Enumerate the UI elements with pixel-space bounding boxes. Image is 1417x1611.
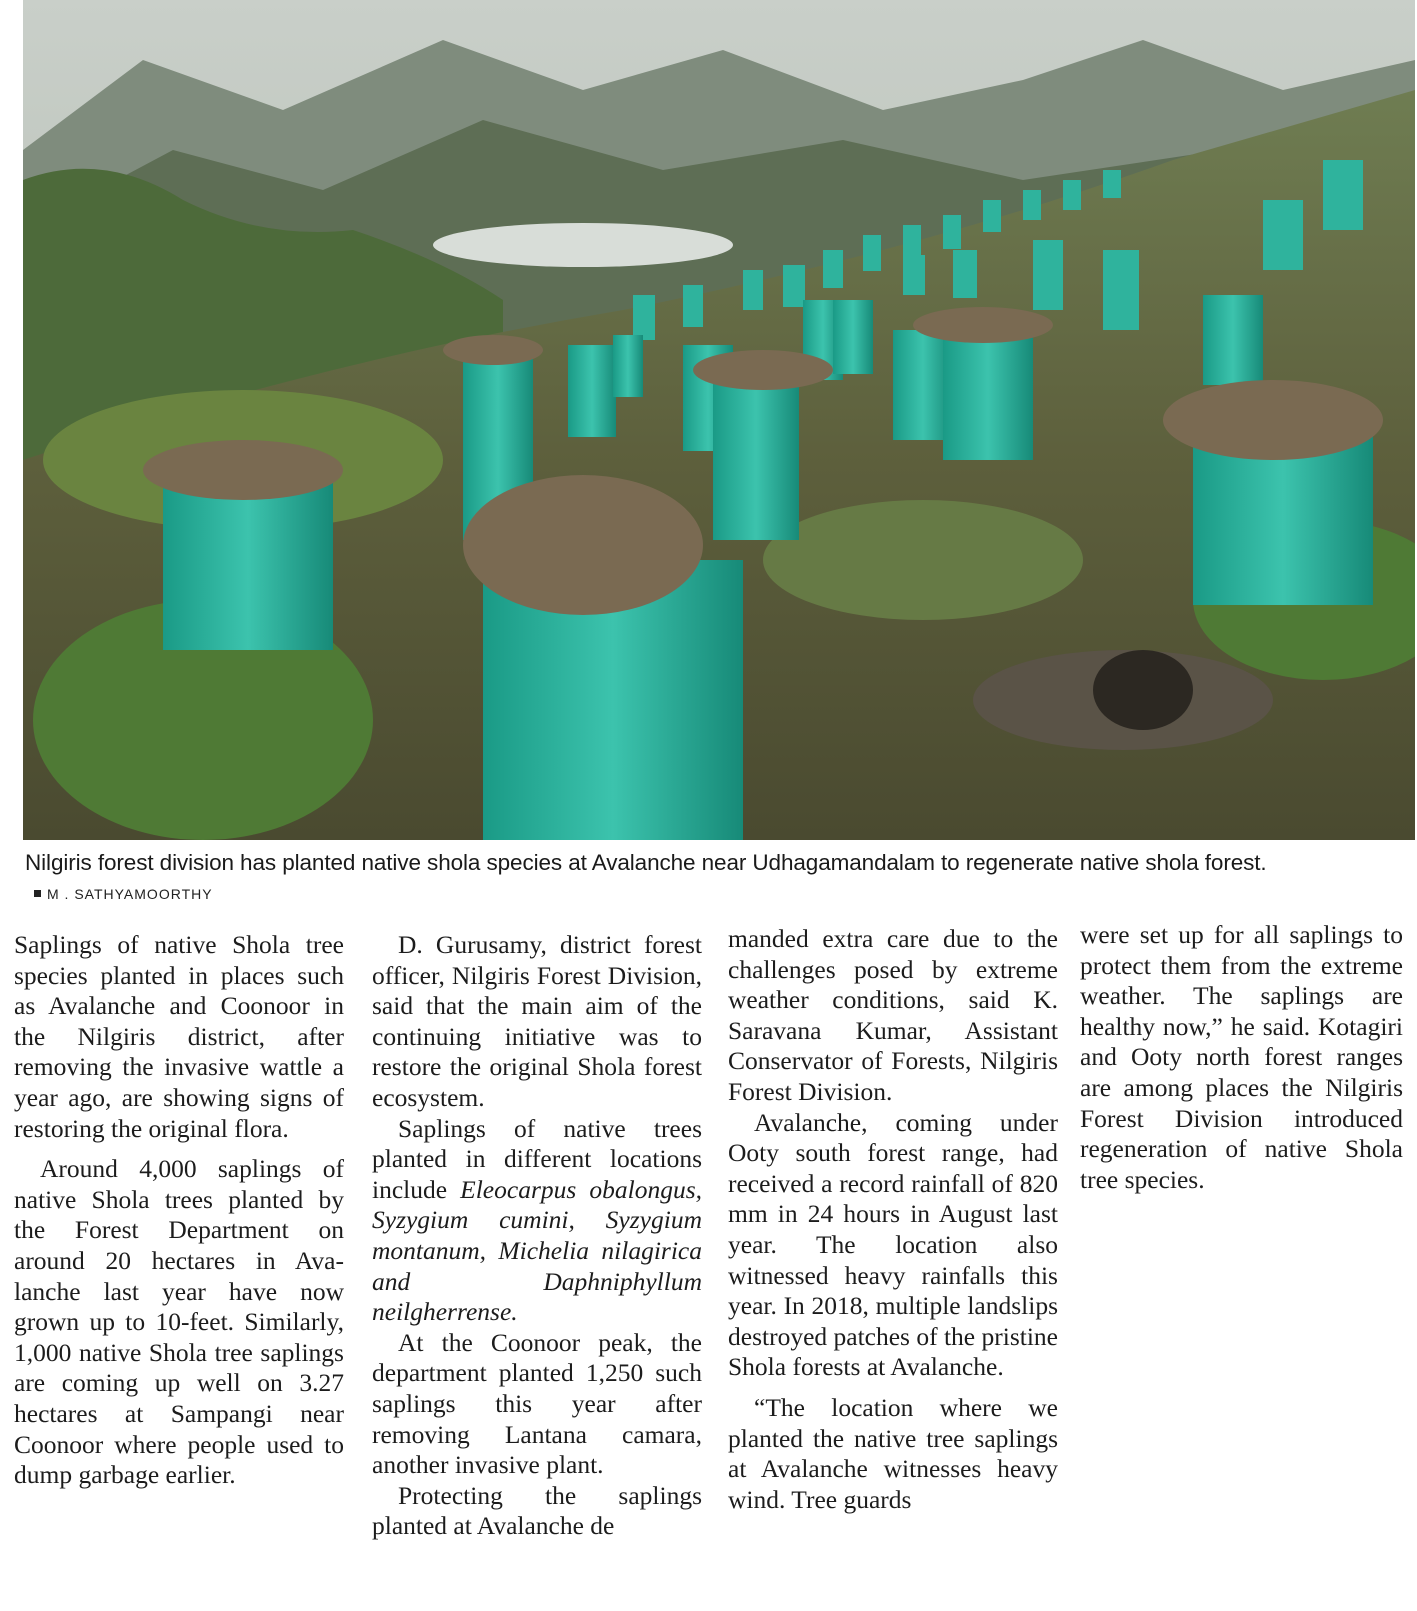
paragraph-lead: Saplings of native trees planted in different locations include: [372, 1113, 702, 1204]
forest-saplings-photo: [23, 0, 1415, 840]
photo-credit-text: M . SATHYAMOORTHY: [47, 886, 213, 902]
paragraph: were set up for all saplings to protect them from the extreme weather. The saplings are healthy now,” he said. Kotagiri and Ooty north forest ranges are among places the Nilgiris Forest Division introduced regeneration of native Shola tree species.: [1080, 920, 1403, 1194]
article-column-1: [14, 930, 344, 1491]
paragraph: manded extra care due to the challenges posed by extreme weather conditions, said K. Saravana Kumar, Assistant Conservator of Forests, Nilgiris Forest Division.: [728, 924, 1058, 1106]
bullet-icon: [34, 890, 41, 897]
photo-caption: Nilgiris forest division has planted native shola species at Avalanche near Udhagamandalam to regenerate native shola forest.: [25, 850, 1267, 875]
article-photo: [23, 0, 1415, 840]
paragraph: [372, 1114, 702, 1328]
paragraph: Protecting the saplings planted at Avalanche de: [372, 1480, 702, 1541]
article-column-4: [1080, 920, 1403, 1195]
paragraph: Saplings of native Shola tree species planted in places such as Avalanche and Coonoor in the Nilgiris district, after removing the invasive wattle a year ago, are showing signs of restoring the original flora.: [14, 930, 344, 1143]
article-column-3: [728, 924, 1058, 1515]
paragraph: D. Gurusamy, district forest officer, Nilgiris Forest Division, said that the main aim of the continuing initiative was to restore the original Shola forest ecosystem.: [372, 930, 702, 1112]
paragraph: Around 4,000 saplings of native Shola trees planted by the Forest Department on around 20 hectares in Avalanche last year have now grown up to 10-feet. Similarly, 1,000 native Shola tree saplings are coming up well on 3.27 hectares at Sampangi near Coonoor where people used to dump garbage earlier.: [14, 1154, 344, 1490]
photo-credit: [34, 886, 213, 902]
article-column-2: [372, 930, 702, 1542]
paragraph: At the Coonoor peak, the department planted 1,250 such saplings this year after removing Lantana camara, another invasive plant.: [372, 1327, 702, 1480]
species-list: Eleocarpus obalongus, Syzygium cumini, Syzygium montanum, Michelia nilagirica and Daphniphyllum neilgherrense.: [372, 1174, 702, 1327]
paragraph: “The location where we planted the native tree saplings at Avalanche witnesses heavy wind. Tree guards: [728, 1392, 1058, 1514]
paragraph: Avalanche, coming under Ooty south forest range, had received a record rainfall of 820 mm in 24 hours in August last year. The location also witnessed heavy rainfalls this year. In 2018, multiple landslips destroyed patches of the pristine Shola forests at Avalanche.: [728, 1107, 1058, 1382]
